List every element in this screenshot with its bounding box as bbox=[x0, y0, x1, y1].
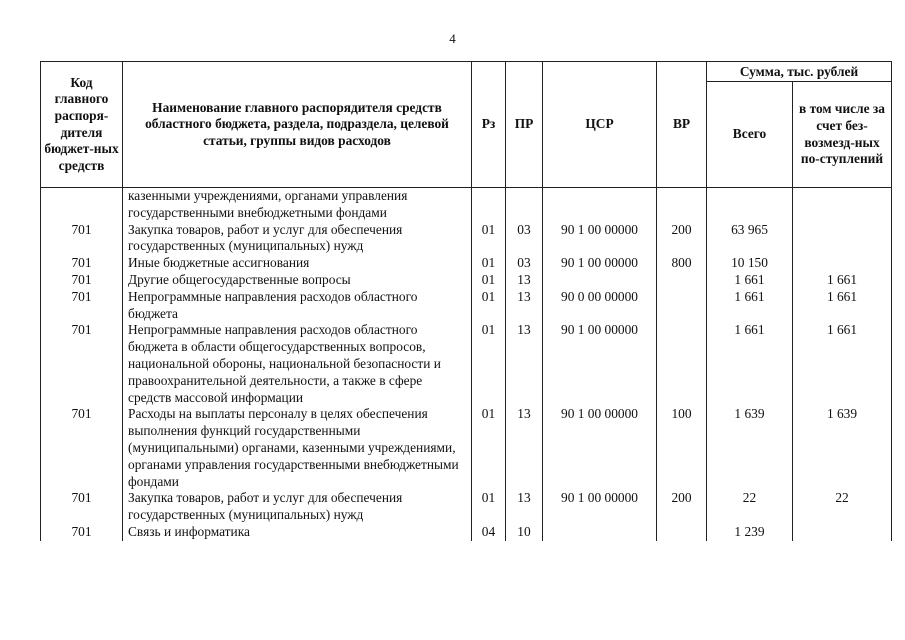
cell-gratuitous: 1 661 bbox=[793, 322, 892, 406]
cell-rz: 01 bbox=[472, 289, 506, 323]
cell-vr: 100 bbox=[657, 406, 707, 490]
cell-pr bbox=[506, 188, 543, 222]
cell-csr: 90 1 00 00000 bbox=[543, 406, 657, 490]
cell-code: 701 bbox=[41, 406, 123, 490]
cell-total: 22 bbox=[707, 490, 793, 524]
cell-name: Расходы на выплаты персоналу в целях обеспечения выполнения функций государственными (муниципальными) органами, казенными учреждениями, органами управления государственными внебюджетными фондами bbox=[123, 406, 472, 490]
header-vr: ВР bbox=[657, 62, 707, 188]
table-row bbox=[41, 289, 892, 323]
cell-rz: 01 bbox=[472, 222, 506, 256]
cell-csr bbox=[543, 188, 657, 222]
cell-name: Закупка товаров, работ и услуг для обеспечения государственных (муниципальных) нужд bbox=[123, 490, 472, 524]
header-rz: Рз bbox=[472, 62, 506, 188]
header-code: Код главного распоря-дителя бюджет-ных средств bbox=[41, 62, 123, 188]
cell-gratuitous bbox=[793, 255, 892, 272]
table-row bbox=[41, 255, 892, 272]
cell-code: 701 bbox=[41, 322, 123, 406]
cell-csr: 90 1 00 00000 bbox=[543, 322, 657, 406]
page-number: 4 bbox=[449, 31, 456, 46]
cell-vr: 200 bbox=[657, 490, 707, 524]
cell-csr bbox=[543, 272, 657, 289]
cell-rz: 01 bbox=[472, 406, 506, 490]
cell-total: 1 661 bbox=[707, 272, 793, 289]
table-row bbox=[41, 188, 892, 222]
cell-name: казенными учреждениями, органами управления государственными внебюджетными фондами bbox=[123, 188, 472, 222]
cell-rz: 01 bbox=[472, 490, 506, 524]
header-pr: ПР bbox=[506, 62, 543, 188]
cell-total bbox=[707, 188, 793, 222]
cell-gratuitous bbox=[793, 188, 892, 222]
table-body bbox=[41, 188, 892, 541]
cell-csr bbox=[543, 524, 657, 541]
cell-rz: 01 bbox=[472, 255, 506, 272]
cell-pr: 13 bbox=[506, 289, 543, 323]
cell-total: 10 150 bbox=[707, 255, 793, 272]
table-row bbox=[41, 272, 892, 289]
cell-rz bbox=[472, 188, 506, 222]
cell-pr: 13 bbox=[506, 272, 543, 289]
cell-gratuitous: 1 639 bbox=[793, 406, 892, 490]
table-row bbox=[41, 222, 892, 256]
cell-name: Непрограммные направления расходов областного бюджета в области общегосударственных вопросов, национальной обороны, национальной безопасности и правоохранительной деятельности, а также в сфере средств массовой информации bbox=[123, 322, 472, 406]
cell-vr bbox=[657, 188, 707, 222]
table-row bbox=[41, 524, 892, 541]
cell-vr: 800 bbox=[657, 255, 707, 272]
header-total: Всего bbox=[707, 82, 793, 188]
cell-vr: 200 bbox=[657, 222, 707, 256]
cell-csr: 90 0 00 00000 bbox=[543, 289, 657, 323]
cell-code: 701 bbox=[41, 289, 123, 323]
cell-total: 1 239 bbox=[707, 524, 793, 541]
cell-vr bbox=[657, 272, 707, 289]
cell-gratuitous: 22 bbox=[793, 490, 892, 524]
cell-vr bbox=[657, 289, 707, 323]
cell-pr: 10 bbox=[506, 524, 543, 541]
cell-code: 701 bbox=[41, 222, 123, 256]
cell-name: Иные бюджетные ассигнования bbox=[123, 255, 472, 272]
cell-rz: 04 bbox=[472, 524, 506, 541]
cell-total: 63 965 bbox=[707, 222, 793, 256]
cell-pr: 13 bbox=[506, 490, 543, 524]
header-name: Наименование главного распорядителя средств областного бюджета, раздела, подраздела, целевой статьи, группы видов расходов bbox=[123, 62, 472, 188]
cell-csr: 90 1 00 00000 bbox=[543, 255, 657, 272]
cell-gratuitous bbox=[793, 524, 892, 541]
cell-name: Закупка товаров, работ и услуг для обеспечения государственных (муниципальных) нужд bbox=[123, 222, 472, 256]
cell-code bbox=[41, 188, 123, 222]
cell-csr: 90 1 00 00000 bbox=[543, 490, 657, 524]
cell-name: Другие общегосударственные вопросы bbox=[123, 272, 472, 289]
header-sum-group: Сумма, тыс. рублей bbox=[707, 62, 892, 82]
table-header bbox=[41, 62, 892, 188]
cell-csr: 90 1 00 00000 bbox=[543, 222, 657, 256]
cell-total: 1 661 bbox=[707, 322, 793, 406]
cell-rz: 01 bbox=[472, 272, 506, 289]
cell-total: 1 661 bbox=[707, 289, 793, 323]
cell-code: 701 bbox=[41, 255, 123, 272]
header-gratuitous: в том числе за счет без-возмезд-ных по-ступлений bbox=[793, 82, 892, 188]
cell-vr bbox=[657, 524, 707, 541]
cell-code: 701 bbox=[41, 272, 123, 289]
cell-rz: 01 bbox=[472, 322, 506, 406]
cell-name: Непрограммные направления расходов областного бюджета bbox=[123, 289, 472, 323]
table-row bbox=[41, 322, 892, 406]
cell-gratuitous bbox=[793, 222, 892, 256]
cell-code: 701 bbox=[41, 490, 123, 524]
cell-total: 1 639 bbox=[707, 406, 793, 490]
cell-pr: 13 bbox=[506, 322, 543, 406]
cell-pr: 03 bbox=[506, 222, 543, 256]
cell-pr: 03 bbox=[506, 255, 543, 272]
cell-vr bbox=[657, 322, 707, 406]
budget-table bbox=[40, 61, 892, 541]
cell-name: Связь и информатика bbox=[123, 524, 472, 541]
cell-pr: 13 bbox=[506, 406, 543, 490]
cell-gratuitous: 1 661 bbox=[793, 272, 892, 289]
cell-gratuitous: 1 661 bbox=[793, 289, 892, 323]
table-row bbox=[41, 490, 892, 524]
cell-code: 701 bbox=[41, 524, 123, 541]
table-row bbox=[41, 406, 892, 490]
header-csr: ЦСР bbox=[543, 62, 657, 188]
